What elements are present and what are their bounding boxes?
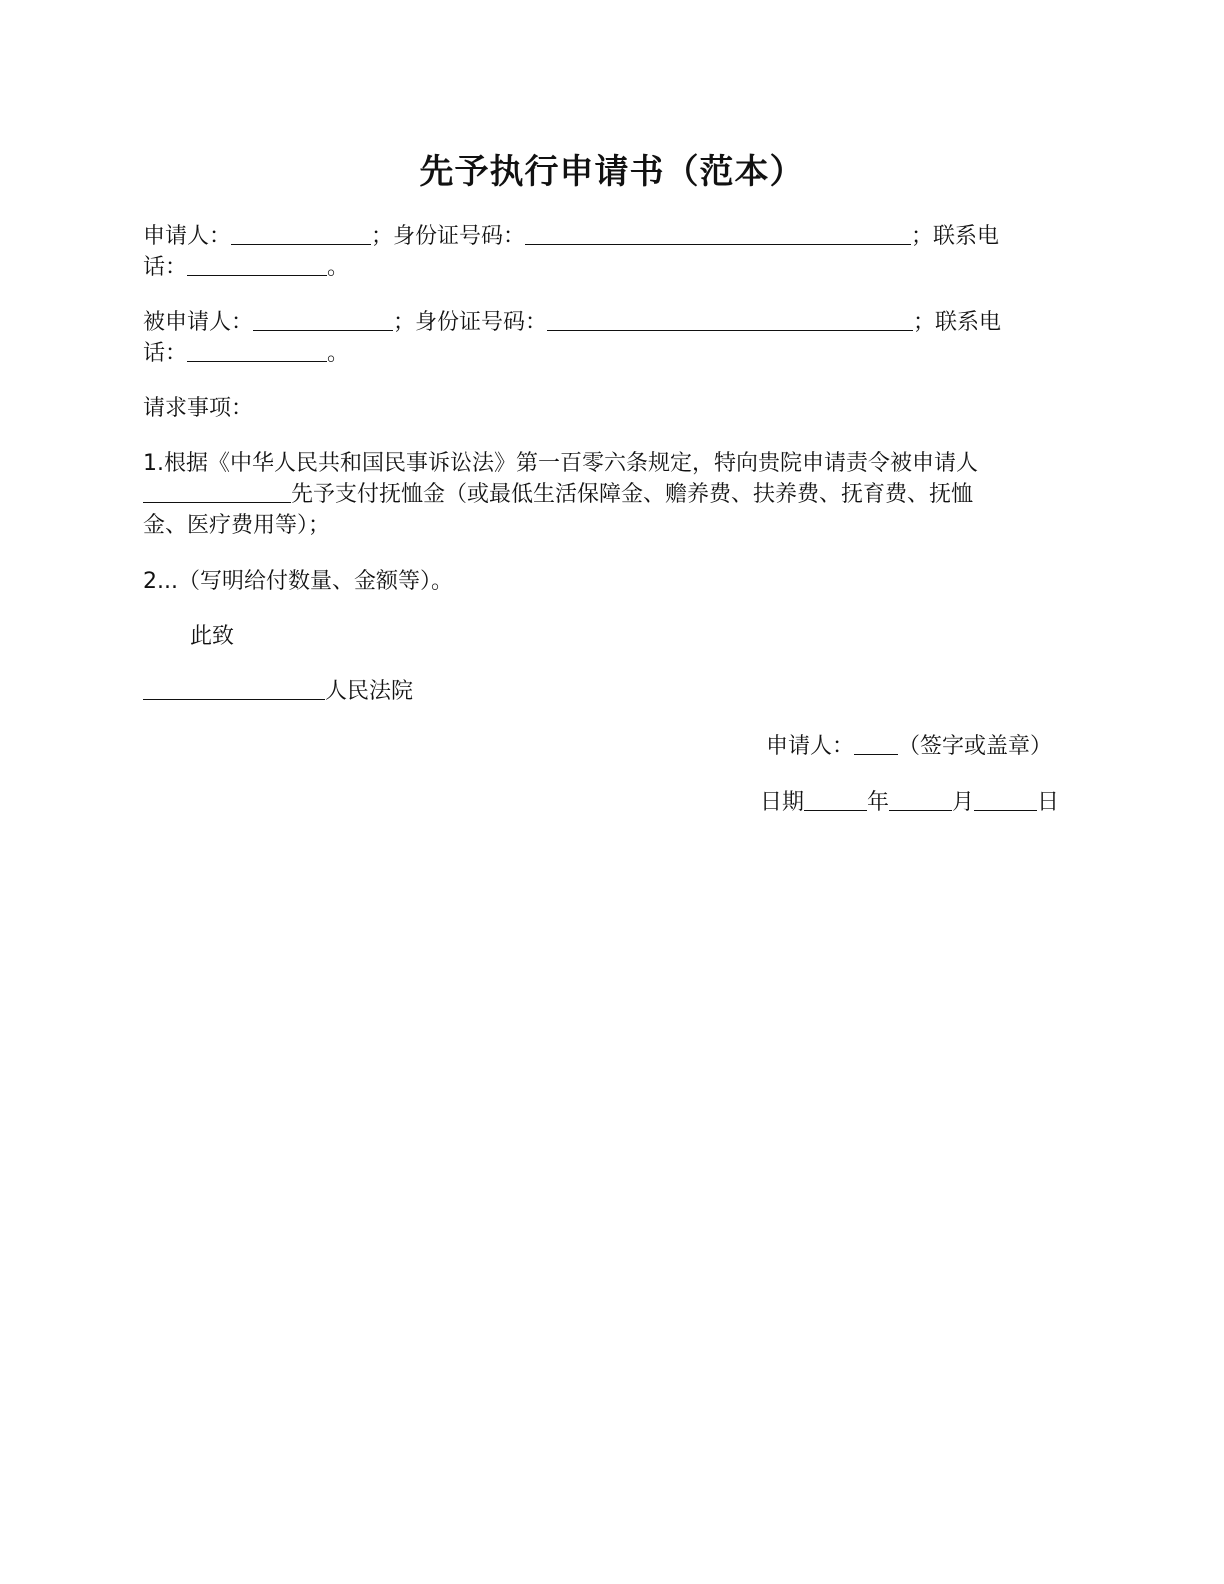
respondent-line-1 [143, 307, 1053, 338]
signature-blank[interactable] [854, 732, 898, 755]
applicant-name-blank[interactable] [231, 222, 371, 245]
signature-note: （签字或盖章） [898, 734, 1053, 759]
applicant-phone-label: ；联系电 [911, 224, 1000, 249]
applicant-paragraph [143, 221, 1053, 283]
request-heading: 请求事项： [143, 396, 254, 421]
respondent-paragraph [143, 307, 1053, 369]
date-day-blank[interactable] [974, 788, 1037, 811]
request-item-2: 2...（写明给付数量、金额等）。 [143, 569, 453, 594]
date-month-blank[interactable] [889, 788, 952, 811]
date-year-blank[interactable] [804, 788, 867, 811]
item1-respondent-blank[interactable] [143, 480, 291, 503]
court-suffix: 人民法院 [325, 679, 414, 704]
item1-line-2 [143, 479, 1053, 510]
applicant-id-blank[interactable] [525, 222, 911, 245]
respondent-name-blank[interactable] [253, 308, 393, 331]
request-item-1 [143, 448, 1053, 541]
respondent-phone-label: ；联系电 [913, 310, 1002, 335]
item1-line-2-text: 先予支付抚恤金（或最低生活保障金、赡养费、扶养费、抚育费、抚恤 [291, 482, 974, 507]
salutation: 此致 [190, 624, 235, 649]
applicant-line-1 [143, 221, 1053, 252]
applicant-line-2 [143, 252, 1053, 283]
respondent-label: 被申请人： [143, 310, 254, 335]
date-month-label: 月 [952, 790, 975, 815]
date-label: 日期 [760, 790, 805, 815]
respondent-phone-blank[interactable] [187, 339, 327, 362]
applicant-phone-blank[interactable] [187, 253, 327, 276]
applicant-end: 。 [327, 255, 350, 280]
respondent-id-blank[interactable] [547, 308, 913, 331]
respondent-line-2 [143, 338, 1053, 369]
respondent-end: 。 [327, 341, 350, 366]
date-day-label: 日 [1037, 790, 1060, 815]
applicant-id-label: ；身份证号码： [371, 224, 526, 249]
respondent-id-label: ；身份证号码： [393, 310, 548, 335]
respondent-phone-label-cont: 话： [143, 341, 188, 366]
item1-line-3: 金、医疗费用等）； [143, 513, 331, 538]
signature-label: 申请人： [766, 734, 855, 759]
court-line [143, 676, 1053, 707]
item1-line-1: 1.根据《中华人民共和国民事诉讼法》第一百零六条规定，特向贵院申请责令被申请人 [143, 451, 978, 476]
applicant-phone-label-cont: 话： [143, 255, 188, 280]
document-title: 先予执行申请书（范本） [419, 152, 805, 192]
signature-line [766, 731, 1052, 762]
applicant-label: 申请人： [143, 224, 232, 249]
date-line [760, 787, 1059, 818]
date-year-label: 年 [867, 790, 890, 815]
court-name-blank[interactable] [143, 677, 325, 700]
